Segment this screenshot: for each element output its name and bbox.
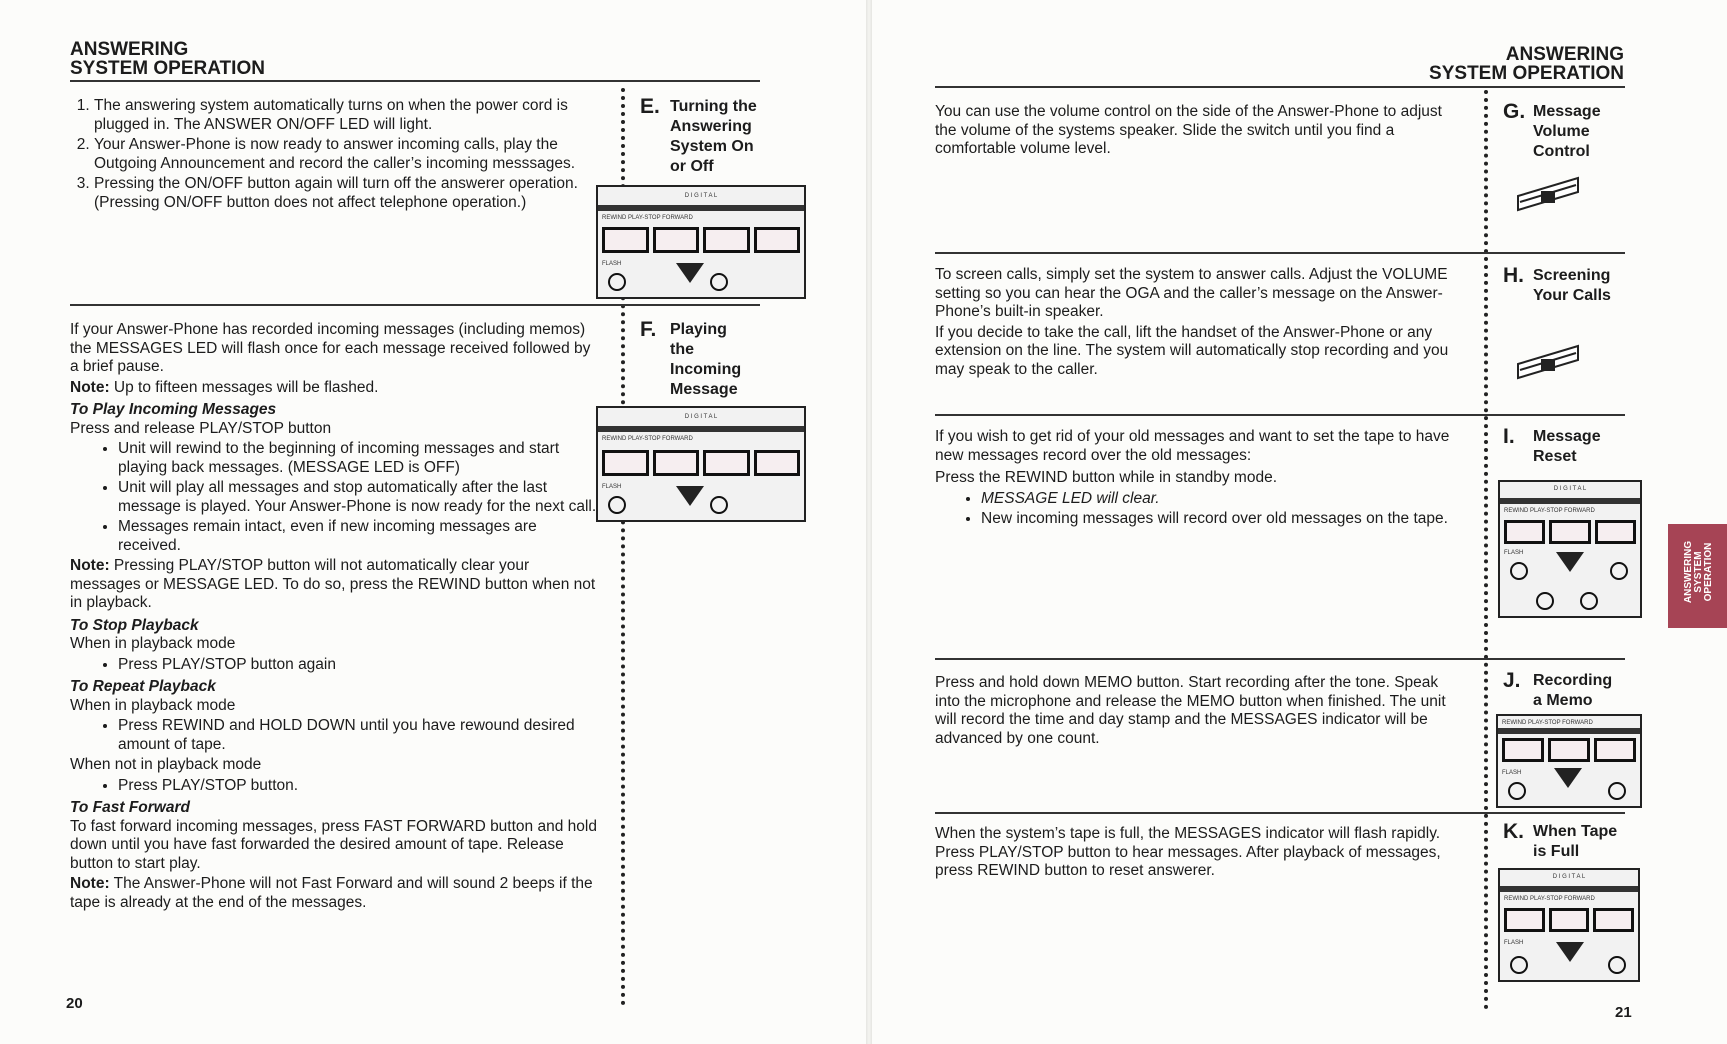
phone-panel-j-icon: REWIND PLAY-STOP FORWARD FLASH (1496, 714, 1642, 808)
phone-panel-i-icon: D I G I T A L REWIND PLAY-STOP FORWARD FLASH (1498, 480, 1642, 618)
page-number-left: 20 (66, 995, 83, 1012)
section-i-label: I. Message Reset (1503, 425, 1601, 465)
repeat-heading: To Repeat Playback (70, 678, 216, 695)
left-header: ANSWERING SYSTEM OPERATION (70, 39, 265, 79)
step-2: 2. Your Answer-Phone is now ready to answer incoming calls, play the Outgoing Announcement and record the caller’s incoming messsages. (94, 136, 600, 173)
section-h-label: H. Screening Your Calls (1503, 264, 1611, 304)
right-header: ANSWERING SYSTEM OPERATION (1429, 44, 1624, 84)
playback-text: If your Answer-Phone has recorded incoming messages (including memos) the MESSAGES LED will flash once for each message received followed by a brief pause. Note: Up to fifteen messages will be flashed. To Play Incoming Messages Press and release PLAY/STOP button • Unit will rewind to the beginning of incoming messages and start playing back messages. (MESSAGE LED is OFF) • Unit will play all messages and stop automatically after the last message is played. Your Answer-Phone is now ready for the next call. • Messages remain intact, even if new incoming messages are received. Note: Pressing PLAY/STOP button will not automatically clear your messages or MESSAGE LED. To do so, press the REWIND button when not in playback. To Stop Playback When in playback mode • Press PLAY/STOP button again To Repeat Playback When in playback mode • Press REWIND and HOLD DOWN until you have rewound desired amount of tape. When not in playback mode • Press PLAY/STOP button. To Fast Forward To fast forward incoming messages, press FAST FORWARD button and hold down until you have fast forwarded the desired amount of tape. Release button to start play. Note: The Answer-Phone will not Fast Forward and will sound 2 beeps if the tape is already at the end of the messages. (70, 321, 598, 914)
section-e-label: E. Turning the Answering System On or Off (640, 95, 757, 175)
page-number-right: 21 (1615, 1004, 1632, 1021)
section-f-label: F. Playing the Incoming Message (640, 318, 742, 398)
right-rule-2 (935, 414, 1625, 416)
volume-slider-g-icon (1516, 172, 1582, 212)
volume-slider-h-icon (1516, 340, 1582, 380)
section-j-label: J. Recording a Memo (1503, 669, 1613, 709)
right-rule-4 (935, 812, 1625, 814)
stop-heading: To Stop Playback (70, 616, 199, 634)
right-rule-3 (935, 658, 1625, 660)
section-g-label: G. Message Volume Control (1503, 100, 1601, 160)
playback-intro: If your Answer-Phone has recorded incoming messages (including memos) the MESSAGES LED will flash once for each message received followed by a brief pause. (70, 321, 591, 375)
phone-panel-k-icon: D I G I T A L REWIND PLAY-STOP FORWARD FLASH (1498, 868, 1640, 982)
section-i-text: If you wish to get rid of your old messages and want to set the tape to have new messages record over the old messages: Press the REWIND button while in standby mode. • MESSAGE LED will clear. • New incoming messages will record over old messages on the tape. (935, 428, 1455, 531)
step-1: 1. The answering system automatically turns on when the power cord is plugged in. The ANSWER ON/OFF LED will light. (94, 97, 600, 134)
phone-panel-f-icon: D I G I T A L REWIND PLAY-STOP FORWARD FLASH (596, 406, 806, 522)
section-j-text: Press and hold down MEMO button. Start recording after the tone. Speak into the microphone and release the MEMO button when finished. The unit will record the time and day stamp and the MESSAGES indicator will be advanced by one count. (935, 674, 1446, 747)
section-k-text: When the system’s tape is full, the MESSAGES indicator will flash rapidly. Press PLAY/STOP button to hear messages. After playback of messages, press REWIND button to reset answerer. (935, 825, 1441, 879)
left-rule-mid (70, 304, 760, 306)
step-3: 3. Pressing the ON/OFF button again will turn off the answerer operation. (Pressing ON/OFF button does not affect telephone operation.) (94, 175, 600, 212)
ff-heading: To Fast Forward (70, 799, 190, 816)
right-dotted-divider (1484, 90, 1488, 1010)
side-tab: ANSWERING SYSTEM OPERATION (1668, 524, 1727, 628)
play-heading: To Play Incoming Messages (70, 401, 277, 418)
phone-panel-e-icon: D I G I T A L REWIND PLAY-STOP FORWARD FLASH (596, 185, 806, 299)
left-rule-top (70, 80, 760, 82)
right-rule-top (935, 86, 1625, 88)
right-rule-1 (935, 252, 1625, 254)
section-h-text: To screen calls, simply set the system to answer calls. Adjust the VOLUME setting so you can hear the OGA and the caller’s message on the Answer-Phone’s built-in speaker. If you decide to take the call, lift the handset of the Answer-Phone or any extension on the line. The system will automatically stop recording and you may speak to the caller. (935, 266, 1449, 378)
section-k-label: K. When Tape is Full (1503, 820, 1618, 860)
steps-list (70, 97, 600, 214)
section-g-text: You can use the volume control on the side of the Answer-Phone to adjust the volume of the systems speaker. Slide the switch until you find a comfortable volume level. (935, 103, 1442, 157)
book-gutter (866, 0, 872, 1044)
